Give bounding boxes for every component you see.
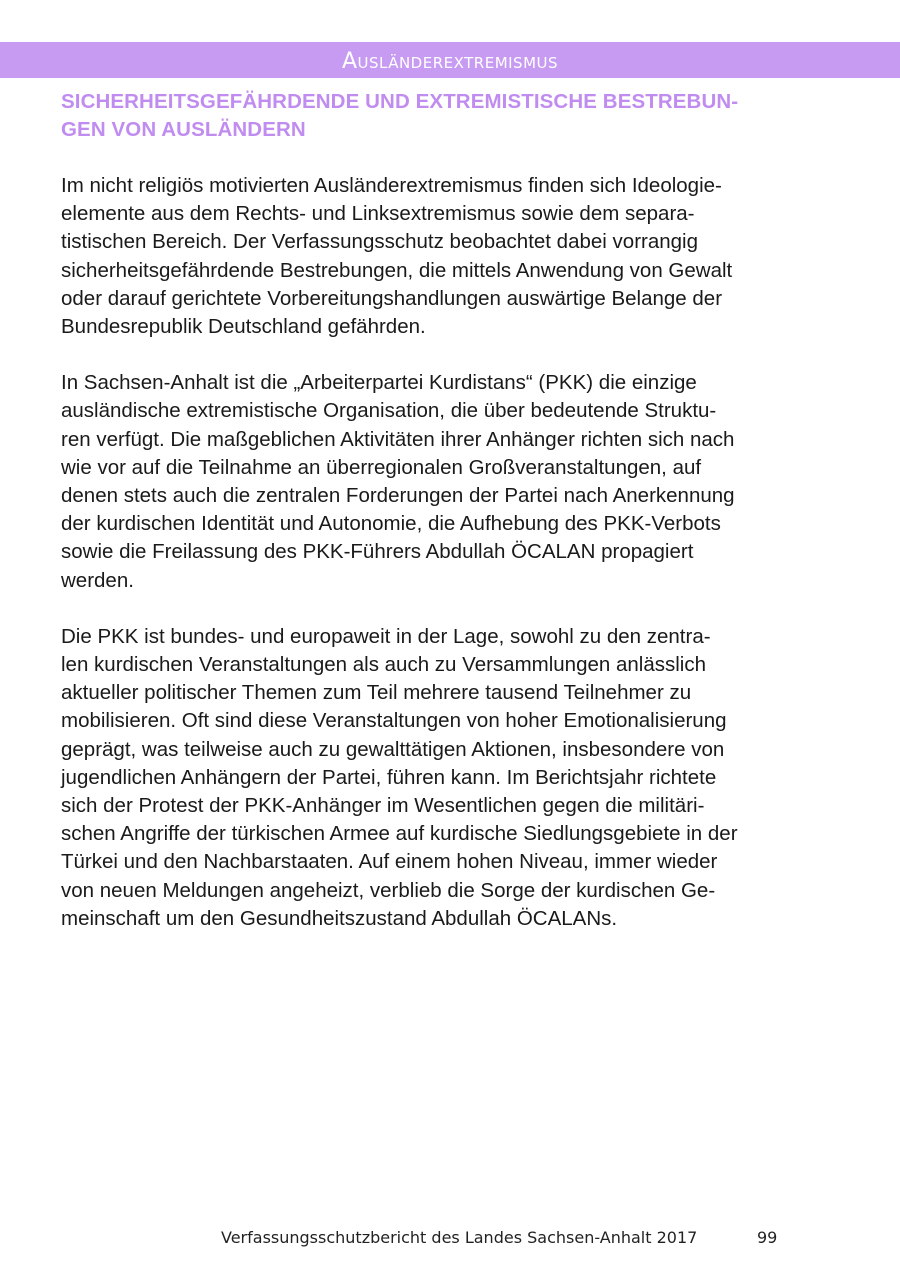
page-footer [0,1228,900,1252]
section-header-band [0,42,900,78]
paragraph-3: Die PKK ist bundes- und europaweit in der Lage, sowohl zu den zentra- len kurdischen Veranstaltungen als auch zu Versammlungen anlässlich aktueller politischer Themen zum Teil mehrere tausend Teilnehmer zu mobilisieren. Oft sind diese Veranstaltungen von hoher Emotionalisierung geprägt, was teilweise auch zu gewalttätigen Aktionen, insbesondere von jugendlichen Anhängern der Partei, führen kann. Im Berichtsjahr richtete sich der Protest der PKK-Anhänger im Wesentlichen gegen die militäri- schen Angriffe der türkischen Armee auf kurdische Siedlungsgebiete in der Türkei und den Nachbarstaaten. Auf einem hohen Niveau, immer wieder von neuen Meldungen angeheizt, verblieb die Sorge der kurdischen Ge- meinschaft um den Gesundheitszustand Abdullah ÖCALANs. [61,624,738,930]
paragraph-2: In Sachsen-Anhalt ist die „Arbeiterpartei Kurdistans“ (PKK) die einzige ausländische extremistische Organisation, die über bedeutende Struktu- ren verfügt. Die maßgeblichen Aktivitäten ihrer Anhänger richten sich nach wie vor auf die Teilnahme an überregionalen Großveranstaltungen, auf denen stets auch die zentralen Forderungen der Partei nach Anerkennung der kurdischen Identität und Autonomie, die Aufhebung des PKK-Verbots sowie die Freilassung des PKK-Führers Abdullah ÖCALAN propagiert werden. [61,371,735,592]
section-title: Ausländerextremismus [341,49,559,74]
footer-publication: Verfassungsschutzbericht des Landes Sachsen-Anhalt 2017 [221,1228,698,1247]
subtitle-text: SICHERHEITSGEFÄHRDENDE UND EXTREMISTISCHE BESTREBUN- GEN VON AUSLÄNDERN [61,90,739,141]
page-subtitle [61,88,851,144]
body-text [61,172,851,961]
page-number: 99 [757,1228,778,1247]
paragraph-1: Im nicht religiös motivierten Ausländerextremismus finden sich Ideologie- elemente aus dem Rechts- und Linksextremismus sowie dem separa- tistischen Bereich. Der Verfassungsschutz beobachtet dabei vorrangig sicherheitsgefährdende Bestrebungen, die mittels Anwendung von Gewalt oder darauf gerichtete Vorbereitungshandlungen auswärtige Belange der Bundesrepublik Deutschland gefährden. [61,174,733,339]
